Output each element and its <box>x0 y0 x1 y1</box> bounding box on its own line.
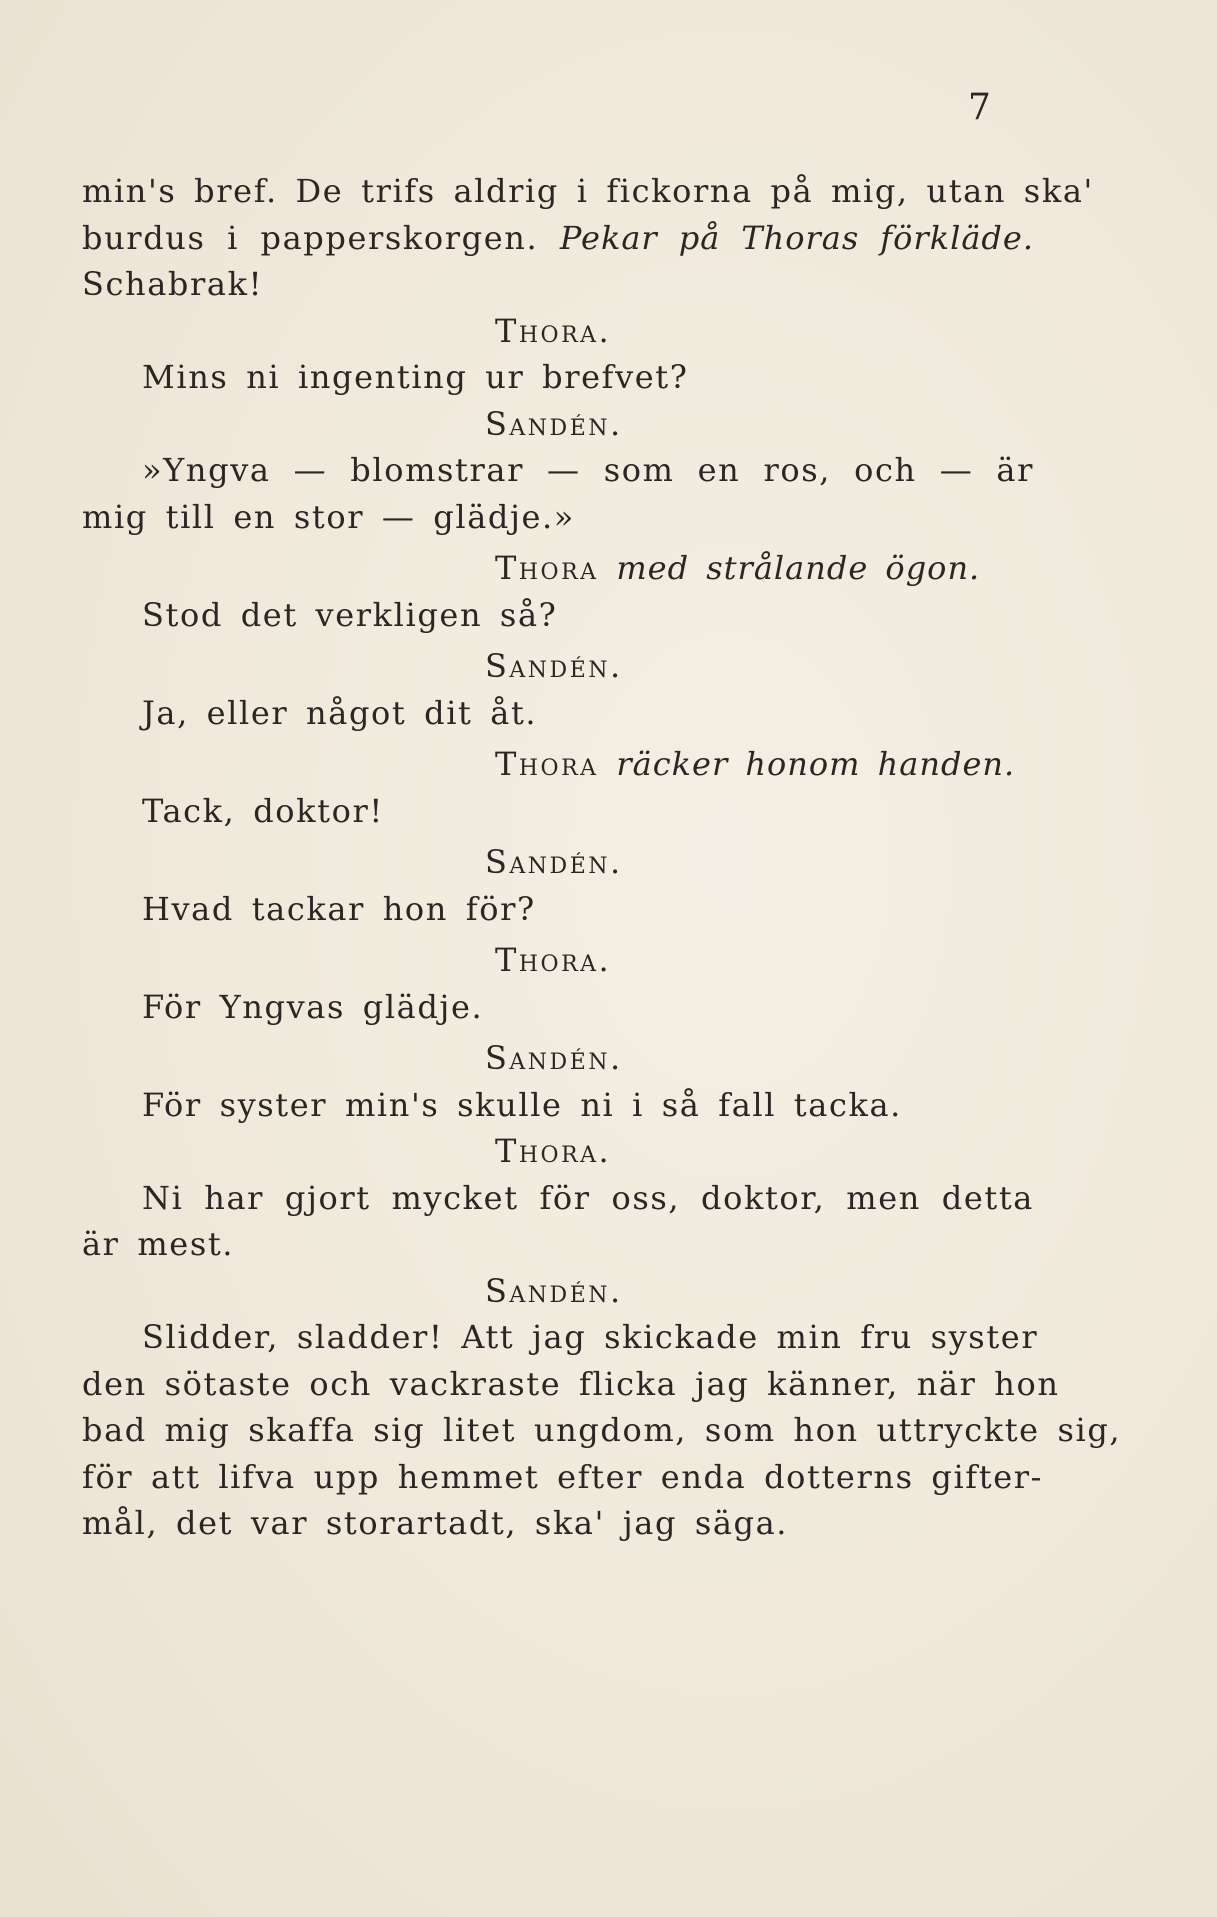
speaker-line <box>82 741 1034 788</box>
stage-direction: med strålande ögon. <box>616 549 981 587</box>
speaker-name: Thora. <box>495 311 612 350</box>
speaker-name: Sandén. <box>485 404 623 443</box>
page-number: 7 <box>968 87 991 128</box>
text-line: För Yngvas glädje. <box>142 987 484 1026</box>
text-line: Stod det verkligen så? <box>142 595 558 634</box>
speaker-name: Thora <box>495 549 599 587</box>
text-line: är mest. <box>82 1225 235 1263</box>
text-line <box>82 215 1034 262</box>
text-line: mål, det var storartadt, ska' jag säga. <box>82 1504 789 1542</box>
text-line: För syster min's skulle ni i så fall tacka. <box>142 1085 902 1124</box>
text-line: Ni har gjort mycket för oss, doktor, men detta <box>142 1178 1034 1217</box>
stage-direction: Pekar på Thoras förkläde. <box>559 218 1034 257</box>
speaker-line <box>82 545 1034 592</box>
speaker-name: Thora. <box>495 1132 612 1170</box>
text-line: Mins ni ingenting ur brefvet? <box>142 358 689 396</box>
speaker-name: Sandén. <box>485 843 623 881</box>
text-line: bad mig skaffa sig litet ungdom, som hon uttryckte sig, <box>82 1411 1122 1449</box>
stage-direction: räcker honom handen. <box>616 745 1016 783</box>
speaker-name: Sandén. <box>485 1271 623 1310</box>
text-line: »Yngva — blomstrar — som en ros, och — är <box>142 451 1034 489</box>
text-line: för att lifva upp hemmet efter enda dotterns gifter- <box>82 1457 1044 1496</box>
speaker-name: Sandén. <box>485 647 623 685</box>
text-line: Slidder, sladder! Att jag skickade min fru syster <box>142 1318 1039 1356</box>
text-line: den sötaste och vackraste flicka jag känner, när hon <box>82 1364 1060 1403</box>
text-line: Schabrak! <box>82 265 264 303</box>
speaker-name: Thora <box>495 745 599 783</box>
text-segment: burdus i papperskorgen. <box>82 218 539 257</box>
speaker-name: Thora. <box>495 941 612 979</box>
text-line: Hvad tackar hon för? <box>142 889 536 928</box>
text-line: min's bref. De trifs aldrig i fickorna på mig, utan ska' <box>82 172 1094 210</box>
speaker-name: Sandén. <box>485 1039 623 1077</box>
text-line: mig till en stor — glädje.» <box>82 497 575 536</box>
text-line: Ja, eller något dit åt. <box>142 693 538 732</box>
play-text <box>82 168 1122 1547</box>
text-line: Tack, doktor! <box>142 791 384 830</box>
